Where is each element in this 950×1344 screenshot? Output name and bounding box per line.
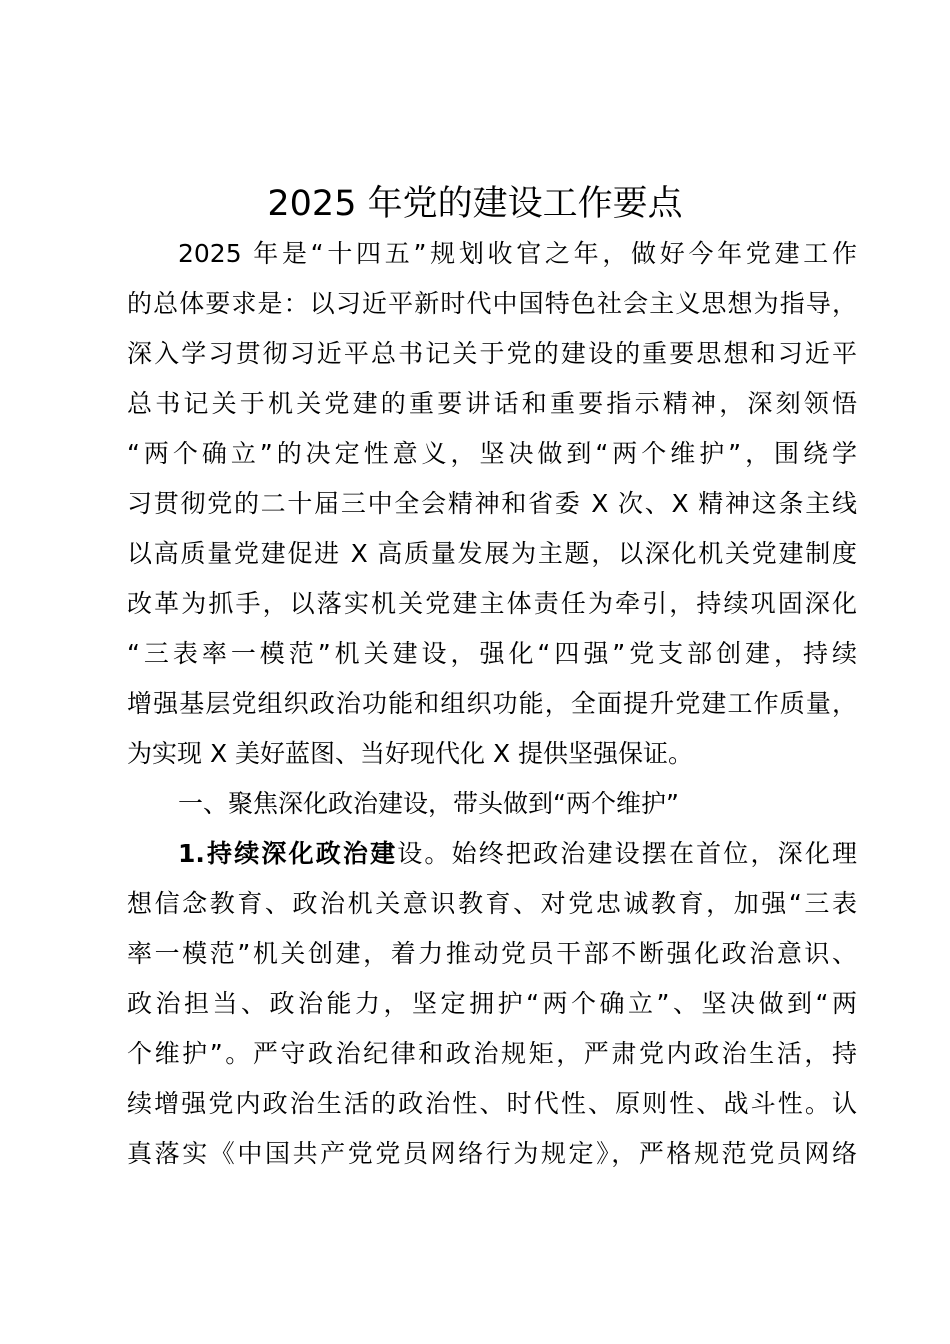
intro-line-5: “两个确立”的决定性意义，坚决做到“两个维护”，围绕学 <box>127 439 857 468</box>
item1-line-1 <box>178 834 857 874</box>
intro-line-4: 总书记关于机关党建的重要讲话和重要指示精神，深刻领悟 <box>127 389 857 418</box>
intro-line-8: 改革为抓手，以落实机关党建主体责任为牵引，持续巩固深化 <box>127 589 857 618</box>
item1-line-4: 政治担当、政治能力，坚定拥护“两个确立”、坚决做到“两 <box>127 989 857 1018</box>
intro-line-7: 以高质量党建促进 X 高质量发展为主题，以深化机关党建制度 <box>127 539 857 568</box>
intro-line-11: 为实现 X 美好蓝图、当好现代化 X 提供坚强保证。 <box>127 739 694 768</box>
section-heading: 一、聚焦深化政治建设，带头做到“两个维护” <box>178 789 679 818</box>
item1-bold-lead: 1.持续深化政治建 <box>178 839 398 868</box>
intro-line-2: 的总体要求是：以习近平新时代中国特色社会主义思想为指导， <box>127 289 857 318</box>
intro-line-3: 深入学习贯彻习近平总书记关于党的建设的重要思想和习近平 <box>127 339 857 368</box>
item1-line-5: 个维护”。严守政治纪律和政治规矩，严肃党内政治生活，持 <box>127 1039 857 1068</box>
item1-line-3: 率一模范”机关创建，着力推动党员干部不断强化政治意识、 <box>127 939 857 968</box>
intro-line-6: 习贯彻党的二十届三中全会精神和省委 X 次、X 精神这条主线 <box>127 489 857 518</box>
item1-line-6: 续增强党内政治生活的政治性、时代性、原则性、战斗性。认 <box>127 1089 857 1118</box>
intro-line-10: 增强基层党组织政治功能和组织功能，全面提升党建工作质量， <box>127 689 857 718</box>
item1-lead-rest: 设。始终把政治建设摆在首位，深化理 <box>397 839 857 868</box>
document-title: 2025 年党的建设工作要点 <box>267 184 683 224</box>
item1-line-2: 想信念教育、政治机关意识教育、对党忠诚教育，加强“三表 <box>127 889 857 918</box>
item1-line-7: 真落实《中国共产党党员网络行为规定》，严格规范党员网络 <box>127 1139 857 1168</box>
intro-line-9: “三表率一模范”机关建设，强化“四强”党支部创建，持续 <box>127 639 857 668</box>
intro-line-1: 2025 年是“十四五”规划收官之年，做好今年党建工作 <box>178 239 857 268</box>
